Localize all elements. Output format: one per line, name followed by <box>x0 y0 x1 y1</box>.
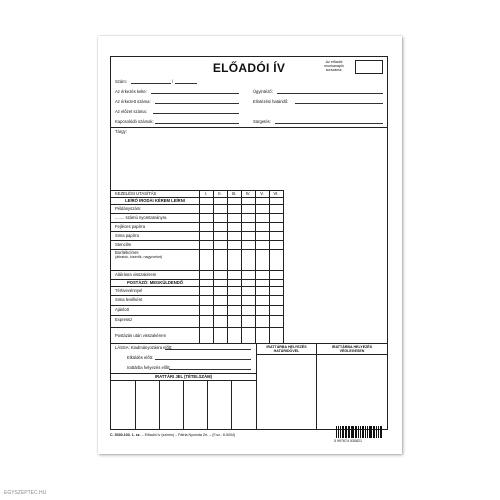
section-leiro: LEÍRÓ IRODÁI KÉREM LEÍRNI <box>125 198 185 203</box>
szam-field-1[interactable] <box>131 83 171 84</box>
erkezes-field[interactable] <box>151 93 239 94</box>
grid-h-p1 <box>111 295 283 296</box>
ugyintezo-field[interactable] <box>277 93 383 94</box>
section-postazo: POSTÁZÓ: MEGKÜLDENDŐ <box>126 280 184 285</box>
hatarido-underline <box>257 354 316 355</box>
targy-separator <box>111 127 387 128</box>
elozo-label: Az előzet száma: <box>115 109 147 114</box>
elintezes-label: Elintézési határidő: <box>253 99 289 104</box>
form-frame <box>110 56 388 430</box>
row-nyomtatvany: ........ számú nyomtatványra <box>115 215 167 220</box>
row-sima-papir: Sima papírra <box>115 233 139 238</box>
grid-h-s2 <box>111 286 283 287</box>
jel-v-1 <box>135 380 136 429</box>
szam-slash: / <box>172 79 174 84</box>
barcode-number: 5 997674 530821 <box>334 439 362 443</box>
elintezes-field[interactable] <box>295 103 383 104</box>
col-2-header: II. <box>218 191 222 196</box>
grid-h-r4 <box>111 240 283 241</box>
workdiary-number-box[interactable] <box>355 60 383 74</box>
kapcsolodo-field[interactable] <box>155 123 239 124</box>
form-title: ELŐADÓI ÍV <box>212 61 286 75</box>
surgetes-label: Sürgetés: <box>253 119 271 124</box>
hatarido-label: IRATTÁRBA HELYEZÉS HATÁRIDŐVEL <box>266 345 307 354</box>
irattari-jel-label: IRATTÁRI JEL (TÉTELSZÁM) <box>154 374 213 379</box>
erkezes-label: Az érkezés kelte: <box>115 89 147 94</box>
irattarba-label: Irattárba helyezés előtt: <box>127 365 171 370</box>
grid-h-p2 <box>111 305 283 306</box>
barcode-icon <box>336 426 382 438</box>
irattarba-field[interactable] <box>169 369 251 370</box>
col-3-header: III. <box>231 191 237 196</box>
targy-area[interactable] <box>115 135 383 187</box>
lassa-label: LÁSSA: Kiadmányozásra előtt: <box>115 345 173 350</box>
grid-h-r6 <box>111 270 283 271</box>
lassa-field[interactable] <box>165 349 251 350</box>
vegleges-underline <box>317 354 387 355</box>
szam-field-2[interactable] <box>175 83 197 84</box>
row-sima-level: Sima levélként <box>115 297 143 302</box>
erkezett-field[interactable] <box>155 103 239 104</box>
col-1-header: I. <box>204 191 208 196</box>
vegleges-label: IRATTÁRBA HELYEZÉS VÉGLEGESEN <box>331 345 373 354</box>
surgetes-field[interactable] <box>275 123 383 124</box>
watermark-text: EGYSZEPTEC.HU <box>4 490 47 496</box>
grid-h-r1 <box>111 213 283 214</box>
row-postazas-utan: Postázás után visszakérem <box>115 333 166 338</box>
row-expressz: Expressz <box>115 317 133 322</box>
elkuldes-field[interactable] <box>155 359 251 360</box>
kapcsolodo-label: Kapcsolódó számok: <box>115 119 154 124</box>
grid-h-p3 <box>111 315 283 316</box>
jel-v-5 <box>231 380 232 429</box>
table-right-line <box>283 190 284 343</box>
row-boritek: Borítékcímre <box>115 250 139 255</box>
elkuldes-label: Elküldés előtt: <box>127 355 154 360</box>
szam-label: Szám: <box>115 79 127 84</box>
row-boritek-sub: (átiratok, kísérők, nagyíveket) <box>115 255 163 259</box>
col-5-header: V. <box>260 191 264 196</box>
targy-label: Tárgy: <box>115 129 127 134</box>
grid-h-p4 <box>111 327 283 328</box>
grid-h-r2 <box>111 222 283 223</box>
bottom-divider-1 <box>256 343 257 429</box>
erkezett-label: Az érkezett száma: <box>115 99 151 104</box>
elozo-field[interactable] <box>153 113 239 114</box>
table-header: KEZELÉSI UTASÍTÁS <box>115 191 157 196</box>
bottom-divider-2 <box>316 343 317 429</box>
bottom-top-line <box>111 343 387 344</box>
col-6-header: VI. <box>273 191 279 196</box>
row-alairasra: Aláírásra visszakérem <box>115 272 157 277</box>
ugyintezo-label: Ügyintéző: <box>253 89 273 94</box>
row-peldanyszam: Példányszám: <box>115 206 142 211</box>
footer-text: C. 5330-103. 1. sz. – Előadói ív (színes) – Pátria Nyomda Zrt. – (F.sz.: 8-5004) <box>110 433 236 437</box>
grid-h-s1 <box>111 204 283 205</box>
jel-v-3 <box>183 380 184 429</box>
col-4-header: IV. <box>245 191 251 196</box>
grid-h-r3 <box>111 231 283 232</box>
jel-v-4 <box>207 380 208 429</box>
jel-v-2 <box>159 380 160 429</box>
row-tertiveveny: Tértivevénnyel <box>115 288 143 293</box>
form-sheet <box>98 36 402 454</box>
row-fejleces: Fejléces papírra <box>115 224 146 229</box>
workdiary-label: Az előadói munkanapló sorszáma: <box>324 60 344 73</box>
row-ajanlott: Ajánlott <box>115 307 129 312</box>
row-stencil: Stencilre <box>115 242 132 247</box>
